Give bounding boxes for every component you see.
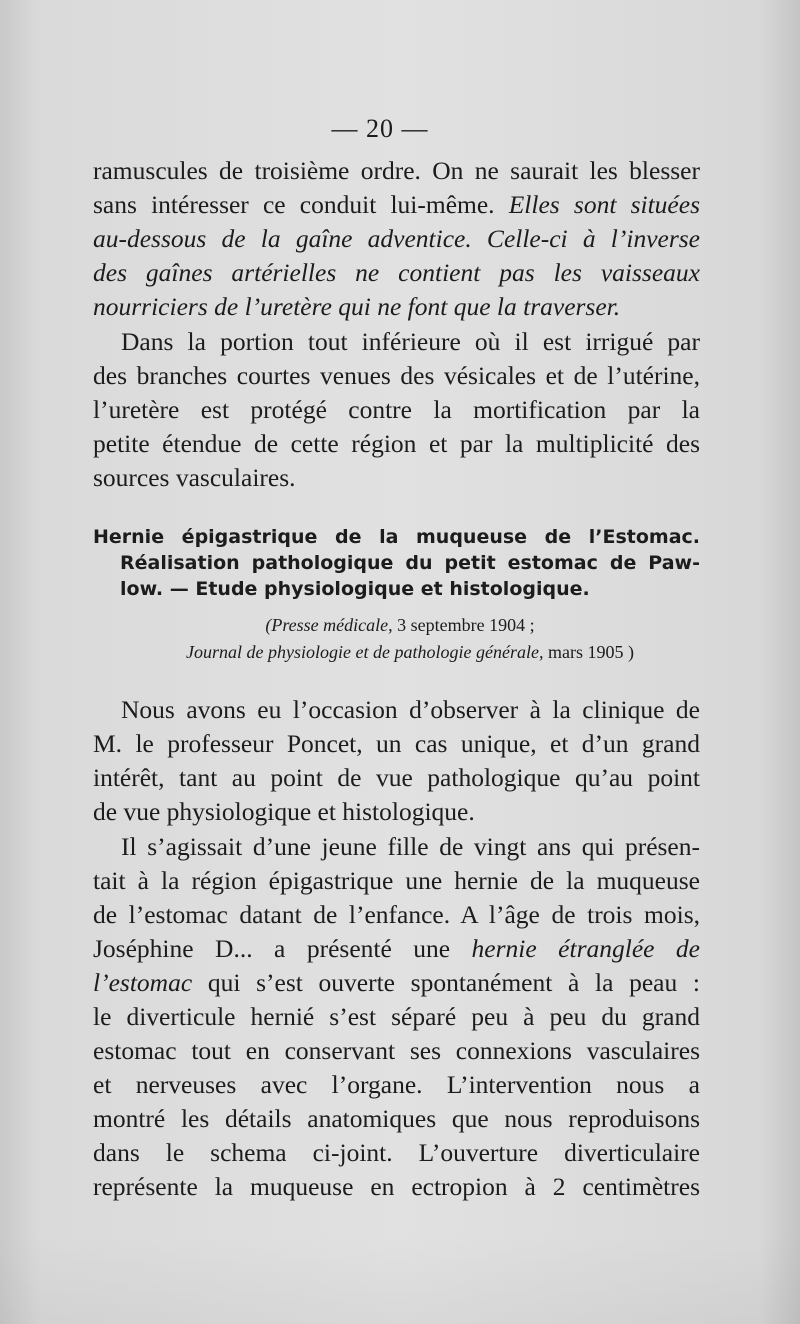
heading-line: low. — Etude physiologique et histologique.	[120, 578, 590, 600]
text-line: Nous avons eu l’occasion d’observer à la clinique de	[121, 695, 700, 724]
section-heading	[93, 524, 700, 602]
text-line: Dans la portion tout inférieure où il est irrigué par	[121, 327, 700, 356]
text-line: estomac tout en conservant ses connexions vasculaires	[93, 1036, 700, 1065]
citation-line-1: (Presse médicale, 3 septembre 1904 ;	[265, 615, 535, 635]
heading-line: Réalisation pathologique du petit estomac de Paw-	[120, 552, 700, 574]
text-line: des branches courtes venues des vésicales et de l’utérine,	[93, 361, 700, 390]
text-line: sans intéresser ce conduit lui-même. Elles sont situées	[93, 190, 700, 219]
text-line: Joséphine D... a présenté une hernie étranglée de	[93, 934, 700, 963]
paragraph-case-description	[93, 830, 700, 1204]
text-line: M. le professeur Poncet, un cas unique, et d’un grand	[93, 729, 700, 758]
citation-line-2: Journal de physiologie et de pathologie générale, mars 1905 )	[186, 642, 634, 662]
text-line: le diverticule hernié s’est séparé peu à peu du grand	[93, 1002, 700, 1031]
paragraph-ureter-blood-supply	[93, 154, 700, 324]
page-shadow	[0, 1234, 800, 1324]
text-line: ramuscules de troisième ordre. On ne saurait les blesser	[93, 156, 700, 185]
text-line: l’estomac qui s’est ouverte spontanément à la peau :	[93, 968, 700, 997]
text-line: dans le schema ci-joint. L’ouverture diverticulaire	[93, 1138, 700, 1167]
text-line: montré les détails anatomiques que nous reproduisons	[93, 1104, 700, 1133]
text-line: nourriciers de l’uretère qui ne font que la traverser.	[93, 292, 621, 321]
text-line: de vue physiologique et histologique.	[93, 797, 475, 826]
text-line: petite étendue de cette région et par la multiplicité des	[93, 429, 700, 458]
text-line: intérêt, tant au point de vue pathologique qu’au point	[93, 763, 700, 792]
text-line: tait à la région épigastrique une hernie de la muqueuse	[93, 866, 700, 895]
text-line: des gaînes artérielles ne contient pas les vaisseaux	[93, 258, 700, 287]
text-line: sources vasculaires.	[93, 463, 296, 492]
paragraph-lower-portion	[93, 325, 700, 495]
text-line: l’uretère est protégé contre la mortification par la	[93, 395, 700, 424]
page-number: — 20 —	[331, 114, 429, 143]
text-line: au-dessous de la gaîne adventice. Celle-ci à l’inverse	[93, 224, 700, 253]
text-line: Il s’agissait d’une jeune fille de vingt ans qui présen-	[121, 832, 700, 861]
text-line: de l’estomac datant de l’enfance. A l’âge de trois mois,	[93, 900, 700, 929]
text-line: représente la muqueuse en ectropion à 2 centimètres	[93, 1172, 700, 1201]
text-line: et nerveuses avec l’organe. L’intervention nous a	[93, 1070, 700, 1099]
paragraph-observation	[93, 693, 700, 829]
heading-line: Hernie épigastrique de la muqueuse de l’Estomac.	[93, 526, 700, 548]
